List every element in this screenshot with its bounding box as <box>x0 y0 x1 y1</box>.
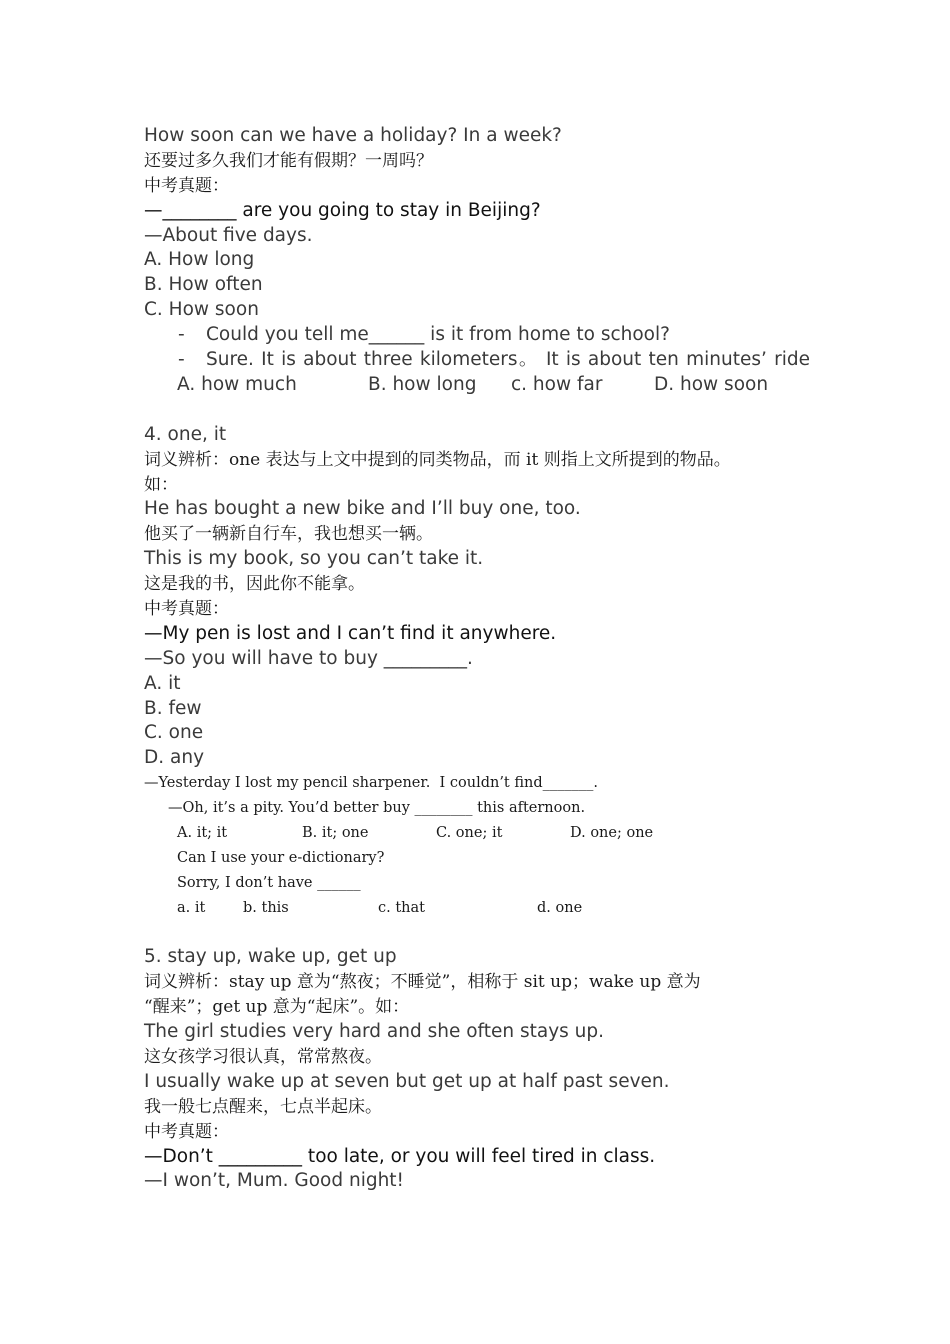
exam-answer-line: —About five days. <box>144 224 313 246</box>
option-b: b. this <box>243 899 289 916</box>
option-b: B. it; one <box>302 824 369 841</box>
example-sentence-en: How soon can we have a holiday? In a week? <box>144 125 562 146</box>
spacer <box>144 398 810 423</box>
example-sentence-cn: 这是我的书，因此你不能拿。 <box>144 574 365 595</box>
option-b: B. how long <box>368 373 477 395</box>
dialog-line: Sure. It is about three kilometers。 It is about ten minutes’ ride <box>206 349 810 371</box>
example-sentence-cn: 我一般七点醒来，七点半起床。 <box>144 1096 382 1117</box>
exam-question-line: Can I use your e-dictionary? <box>177 849 385 866</box>
exam-answer-line: —So you will have to buy _________. <box>144 647 473 669</box>
options-row <box>144 821 810 846</box>
example-sentence-en: This is my book, so you can’t take it. <box>144 548 484 570</box>
option-a: A. it; it <box>177 824 228 841</box>
options-row <box>144 896 810 921</box>
exam-label: 中考真题： <box>144 598 229 619</box>
dash-marker: - <box>178 349 185 371</box>
options-row <box>144 373 810 398</box>
word-analysis: 词义辨析：stay up 意为“熬夜；不睡觉”，相称于 sit up；wake up 意为 <box>144 972 701 993</box>
exam-answer-line: —Oh, it’s a pity. You’d better buy ________ this afternoon. <box>168 800 586 817</box>
word-analysis-cont: 如： <box>144 474 178 495</box>
dash-list-item <box>144 348 810 373</box>
spacer <box>144 921 810 946</box>
option-d: d. one <box>537 899 583 916</box>
section-heading: 5. stay up, wake up, get up <box>144 946 397 968</box>
dash-marker: - <box>178 324 185 346</box>
exam-answer-line: —I won’t, Mum. Good night! <box>144 1170 404 1192</box>
exam-question-line: —Don’t _________ too late, or you will feel tired in class. <box>144 1145 656 1167</box>
example-sentence-cn: 这女孩学习很认真，常常熬夜。 <box>144 1046 382 1067</box>
option-b: B. few <box>144 697 202 719</box>
option-c: c. how far <box>511 373 603 395</box>
word-analysis: 词义辨析：one 表达与上文中提到的同类物品，而 it 则指上文所提到的物品。 <box>144 449 731 470</box>
example-sentence-en: The girl studies very hard and she often stays up. <box>144 1021 605 1043</box>
dialog-line: Could you tell me______ is it from home to school? <box>206 324 670 346</box>
word-analysis-cont: “醒来”；get up 意为“起床”。如： <box>144 997 410 1018</box>
option-c: C. one; it <box>436 824 503 841</box>
option-b: B. How often <box>144 274 263 296</box>
example-sentence-cn: 还要过多久我们才能有假期？一周吗？ <box>144 150 433 171</box>
section-heading: 4. one, it <box>144 423 227 445</box>
option-c: C. one <box>144 722 204 744</box>
option-a: A. it <box>144 672 181 694</box>
exam-label: 中考真题： <box>144 175 229 196</box>
option-a: A. How long <box>144 249 255 271</box>
example-sentence-en: I usually wake up at seven but get up at half past seven. <box>144 1070 670 1092</box>
example-sentence-cn: 他买了一辆新自行车，我也想买一辆。 <box>144 524 433 545</box>
option-d: D. one; one <box>570 824 654 841</box>
option-c: C. How soon <box>144 299 259 321</box>
document-body <box>144 124 810 1194</box>
example-sentence-en: He has bought a new bike and I’ll buy one, too. <box>144 498 581 520</box>
exam-question-line: —My pen is lost and I can’t find it anywhere. <box>144 622 557 644</box>
option-c: c. that <box>378 899 425 916</box>
exam-label: 中考真题： <box>144 1121 229 1142</box>
option-d: D. how soon <box>654 373 769 395</box>
option-a: A. how much <box>177 373 297 395</box>
exam-answer-line: Sorry, I don’t have ______ <box>177 874 361 891</box>
dash-list-item <box>144 323 810 348</box>
option-a: a. it <box>177 899 206 916</box>
exam-question-line: —Yesterday I lost my pencil sharpener. I couldn’t find_______. <box>144 775 599 792</box>
exam-question-line: —________ are you going to stay in Beijing? <box>144 199 541 221</box>
option-d: D. any <box>144 747 205 769</box>
